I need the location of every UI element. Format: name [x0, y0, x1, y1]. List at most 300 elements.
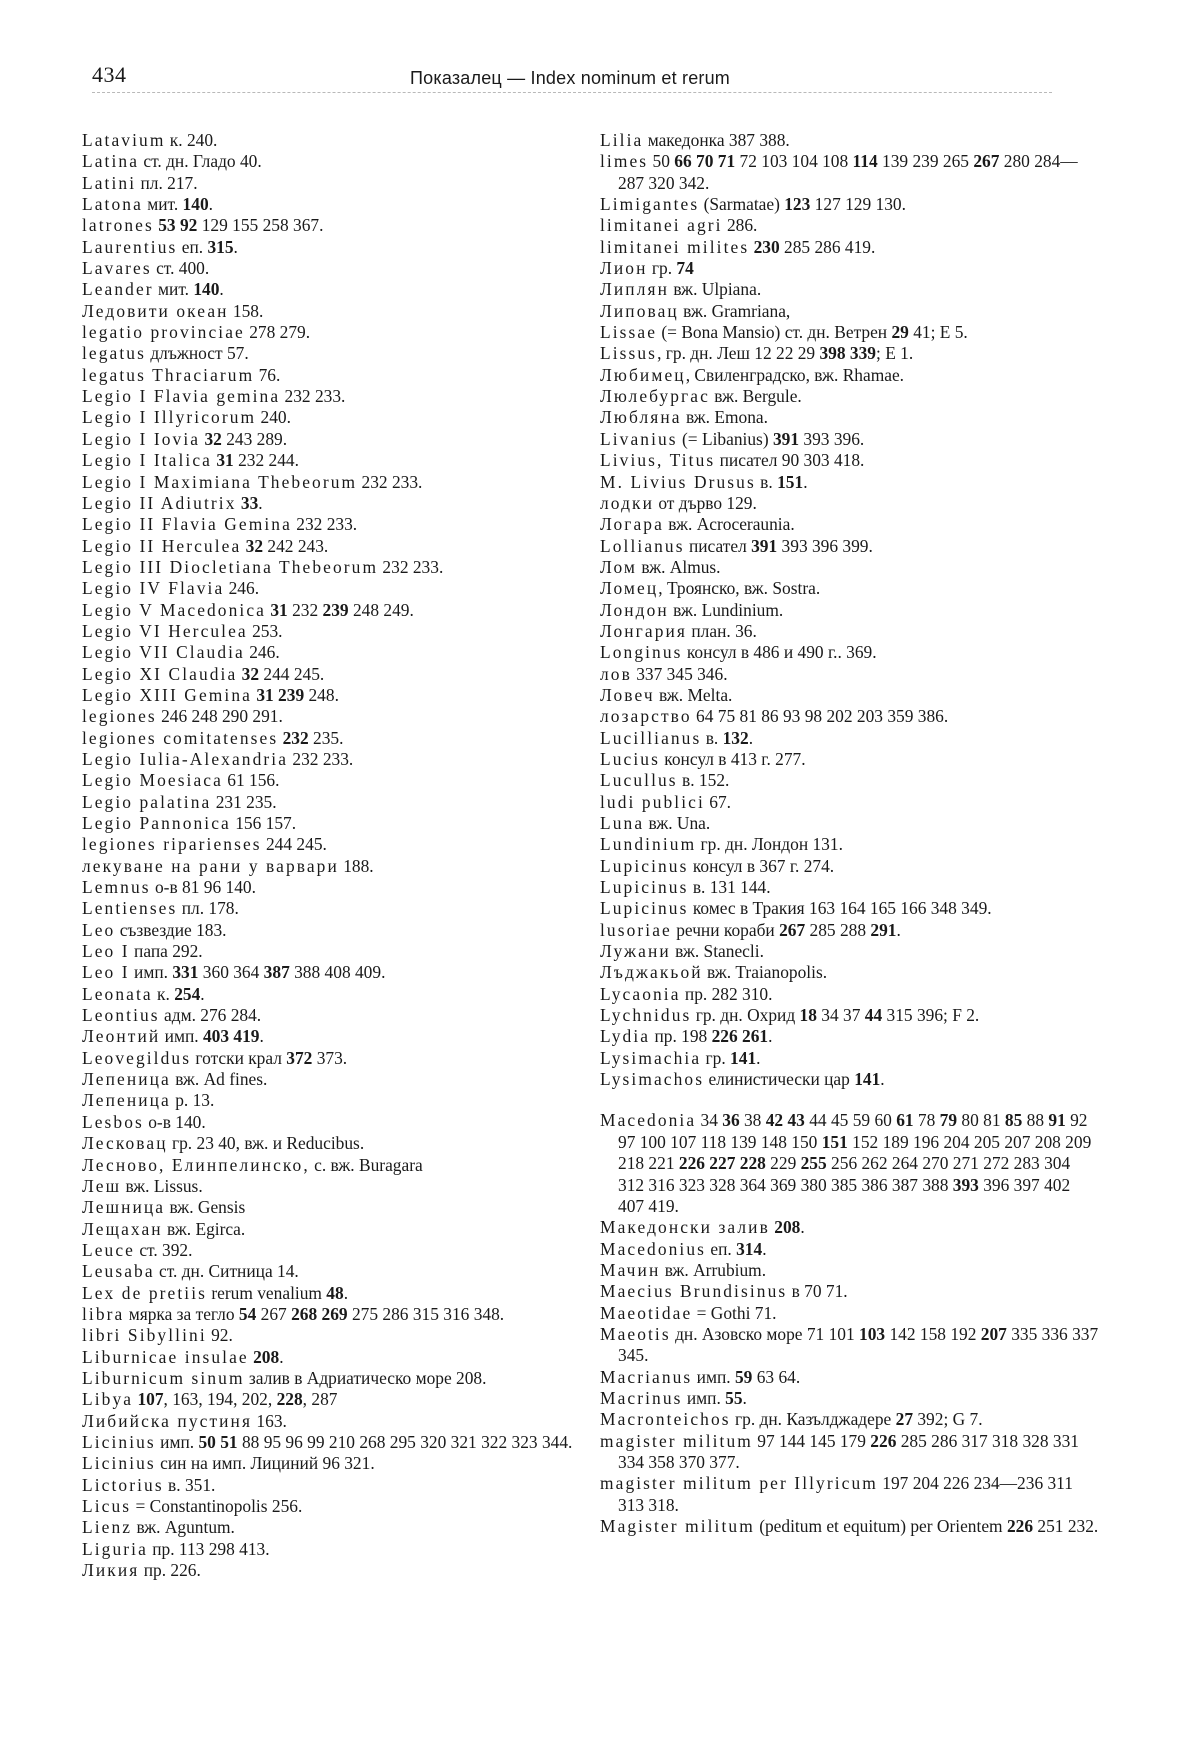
entry-text: 240. — [256, 407, 291, 428]
index-entry — [600, 1217, 1100, 1238]
page-ref-bold: 27 — [895, 1409, 914, 1430]
page-ref-bold: 268 269 — [291, 1303, 348, 1324]
entry-text: 393 396 399. — [777, 535, 873, 556]
index-entry — [82, 429, 582, 450]
entry-text: ; E 1. — [876, 343, 914, 364]
index-entry — [600, 1110, 1100, 1217]
index-entry — [600, 322, 1100, 343]
index-lemma: Ликия — [82, 1560, 140, 1581]
index-lemma: Legio Pannonica — [82, 813, 231, 833]
index-lemma: Longinus — [600, 642, 683, 663]
page-ref-bold: 232 — [282, 727, 309, 748]
entry-text: 158. — [228, 300, 264, 321]
index-lemma: Лонгария — [600, 620, 688, 641]
entry-text: писател 90 303 418. — [715, 450, 865, 471]
entry-text: = Constantinopolis 256. — [131, 1496, 303, 1516]
index-lemma: legiones comitatenses — [82, 727, 279, 748]
index-lemma: legatus — [82, 343, 146, 364]
page-ref-bold: 44 — [864, 1005, 883, 1026]
index-entry — [82, 557, 582, 578]
index-lemma: Leo I — [82, 941, 130, 962]
index-lemma: Lupicinus — [600, 877, 689, 898]
index-lemma: Лещахан — [82, 1218, 163, 1239]
entry-text: вж. Melta. — [654, 684, 733, 705]
index-lemma: limitanei milites — [600, 236, 750, 257]
index-lemma: Lienz — [82, 1517, 133, 1538]
entry-text: 163. — [252, 1410, 287, 1431]
index-entry — [82, 1155, 582, 1176]
entry-text: гр. 23 40, вж. и Reducibus. — [167, 1133, 365, 1154]
entry-text: консул в 367 г. 274. — [688, 855, 835, 876]
index-lemma: Люлебургас — [600, 386, 710, 407]
entry-text: (= Bona Mansio) ст. дн. Ветрен — [657, 322, 892, 343]
entry-text: речни кораби — [671, 919, 780, 940]
entry-text: гр. — [647, 258, 677, 279]
page-ref-bold: 267 — [779, 919, 806, 940]
index-entry — [600, 685, 1100, 706]
entry-text: 251 232. — [1033, 1516, 1099, 1536]
entry-text: rerum venalium — [207, 1282, 327, 1303]
entry-text: 61 156. — [222, 770, 280, 791]
index-entry — [82, 728, 582, 749]
entry-text: ст. 400. — [151, 258, 210, 279]
page-ref-bold: 403 419 — [202, 1026, 260, 1047]
entry-text: консул в 486 и 490 г.. 369. — [682, 642, 877, 663]
entry-text: план. 36. — [687, 620, 757, 641]
entry-text: р. 13. — [170, 1090, 215, 1111]
index-entry — [600, 343, 1100, 364]
index-entry — [600, 1005, 1100, 1026]
entry-text: 373. — [312, 1047, 348, 1068]
index-entry — [600, 450, 1100, 471]
entry-text: вж. Una. — [644, 813, 711, 833]
page-ref-bold: 387 — [263, 962, 290, 983]
entry-text: 285 288 — [805, 919, 871, 940]
index-entry — [82, 365, 582, 386]
index-lemma: Ледовити океан — [82, 300, 229, 321]
entry-text: пл. 217. — [136, 172, 198, 193]
entry-text: пр. 113 298 413. — [147, 1538, 270, 1559]
entry-text: от дърво 129. — [653, 492, 757, 513]
index-entry — [82, 215, 582, 236]
index-lemma: magister militum — [600, 1430, 753, 1451]
index-lemma: Liguria — [82, 1538, 148, 1559]
index-lemma: Leo I — [82, 962, 130, 983]
entry-text: 232 233. — [291, 514, 358, 535]
entry-text: о-в 140. — [143, 1111, 206, 1132]
entry-text: вж. Gramriana, — [678, 300, 791, 321]
index-entry — [82, 920, 582, 941]
entry-text: , 163, 194, 202, — [163, 1389, 277, 1410]
index-entry — [600, 215, 1100, 236]
index-entry — [82, 792, 582, 813]
entry-text: . — [880, 1069, 885, 1090]
entry-text: 275 286 315 316 348. — [347, 1303, 505, 1324]
index-entry — [600, 1431, 1100, 1474]
entry-text: . — [768, 1026, 773, 1047]
index-lemma: Macedonius — [600, 1238, 707, 1259]
entry-text: вж. Lissus. — [121, 1175, 203, 1196]
entry-text: пр. 226. — [139, 1560, 201, 1581]
index-lemma: Lycaonia — [600, 983, 681, 1004]
index-entry — [600, 1281, 1100, 1302]
entry-text: 44 45 59 60 — [804, 1110, 897, 1131]
entry-text: 92. — [206, 1325, 233, 1346]
index-entry — [82, 1176, 582, 1197]
index-lemma: Legio II Herculea — [82, 535, 242, 556]
index-entry — [82, 237, 582, 258]
index-lemma: Lundinium — [600, 834, 697, 855]
entry-text: 34 37 — [816, 1005, 865, 1026]
index-entry — [82, 770, 582, 791]
index-entry — [82, 856, 582, 877]
index-entry — [600, 642, 1100, 663]
index-entry — [600, 1026, 1100, 1047]
index-entry — [82, 834, 582, 855]
entry-text: 286. — [722, 215, 758, 236]
index-lemma: Limigantes — [600, 194, 700, 215]
index-entry — [600, 1260, 1100, 1281]
index-lemma: limes — [600, 151, 649, 172]
index-entry — [600, 706, 1100, 727]
entry-text: 232 244. — [233, 450, 299, 471]
entry-text: . — [803, 471, 808, 492]
page-ref-bold: 230 — [753, 236, 780, 257]
page-ref-bold: 291 — [870, 919, 897, 940]
index-entry — [82, 1496, 582, 1517]
entry-text: 76. — [254, 364, 281, 385]
index-lemma: Laurentius — [82, 236, 178, 257]
entry-text: гр. дн. Лондон 131. — [696, 834, 843, 855]
entry-text: елинистически цар — [704, 1069, 855, 1090]
index-lemma: Lydia — [600, 1026, 651, 1047]
entry-text: 246. — [244, 642, 280, 663]
entry-text: залив в Адриатическо море 208. — [244, 1367, 487, 1388]
page-ref-bold: 398 339 — [819, 343, 877, 364]
index-lemma: latrones — [82, 215, 154, 236]
index-entry — [600, 984, 1100, 1005]
page-ref-bold: 103 — [859, 1323, 886, 1344]
entry-text: в. — [701, 727, 723, 748]
entry-text: ст. 392. — [134, 1239, 193, 1260]
entry-text: 88 95 96 99 210 268 295 320 321 322 323 344. — [237, 1431, 573, 1452]
index-entry — [600, 877, 1100, 898]
index-lemma: legiones — [82, 706, 157, 727]
index-lemma: magister militum per Illyricum — [600, 1473, 878, 1494]
entry-text: 231 235. — [211, 791, 277, 812]
index-entry — [82, 962, 582, 983]
entry-text: . — [208, 194, 213, 215]
entry-text: гр. дн. Охрид — [691, 1005, 800, 1026]
page-ref-bold: 391 — [772, 428, 800, 449]
index-lemma: Lictorius — [82, 1474, 164, 1495]
entry-text: ст. дн. Гладо 40. — [139, 151, 262, 172]
index-entry — [82, 386, 582, 407]
index-entry — [600, 1048, 1100, 1069]
entry-text: 129 155 258 367. — [197, 215, 324, 236]
entry-text: . — [742, 1387, 747, 1408]
index-entry — [82, 984, 582, 1005]
entry-text: вж. Ad fines. — [170, 1069, 268, 1090]
page-ref-bold: 54 — [238, 1303, 257, 1324]
index-lemma: Livanius — [600, 428, 678, 449]
index-entry — [600, 536, 1100, 557]
index-entry — [600, 386, 1100, 407]
page-ref-bold: 226 227 228 — [678, 1153, 766, 1174]
index-lemma: Macronteichos — [600, 1409, 731, 1430]
page-ref-bold: 32 — [241, 663, 260, 684]
page-ref-bold: 151 — [777, 471, 804, 492]
page-header — [0, 58, 1200, 98]
entry-text: 152 189 196 204 205 207 208 209 218 221 — [618, 1131, 1092, 1174]
entry-text: 80 81 — [957, 1110, 1005, 1131]
entry-text: , гр. дн. Леш 12 22 29 — [657, 343, 820, 364]
entry-text: 242 243. — [263, 535, 329, 556]
page-ref-bold: 140 — [182, 194, 209, 215]
index-lemma: Legio I Flavia gemina — [82, 386, 281, 407]
entry-text: 232 — [287, 599, 323, 620]
index-lemma: Magister militum — [600, 1516, 755, 1536]
entry-text: 248 249. — [348, 599, 414, 620]
entry-text: . — [756, 1047, 761, 1068]
entry-text: . — [259, 1026, 264, 1047]
index-lemma: legatus Thraciarum — [82, 364, 255, 385]
index-entry — [600, 407, 1100, 428]
entry-text: , Свиленградско, вж. Rhamae. — [685, 364, 905, 385]
page-ref-bold: 85 — [1004, 1110, 1023, 1131]
index-lemma: Lex de pretiis — [82, 1282, 208, 1303]
entry-text: вж. Arrubium. — [660, 1259, 767, 1280]
entry-text: папа 292. — [129, 941, 203, 962]
entry-text: в 70 71. — [787, 1281, 848, 1302]
index-lemma: лозарство — [600, 706, 692, 727]
index-entry — [600, 1388, 1100, 1409]
entry-text: в. 351. — [163, 1474, 216, 1495]
index-lemma: Leander — [82, 279, 154, 300]
index-lemma: Leontius — [82, 1005, 160, 1026]
index-lemma: Legio V Macedonica — [82, 599, 266, 620]
index-lemma: Libya — [82, 1389, 134, 1410]
entry-text: 235. — [308, 727, 344, 748]
entry-text: 188. — [338, 855, 374, 876]
entry-text: вж. Aguntum. — [132, 1517, 235, 1538]
page-ref-bold: 59 — [734, 1366, 753, 1387]
index-lemma: Lychnidus — [600, 1005, 692, 1026]
entry-text: 232 233. — [288, 748, 354, 769]
entry-text: писател — [684, 535, 752, 556]
entry-text: 388 408 409. — [289, 962, 386, 983]
index-lemma: Lissus — [600, 343, 658, 364]
index-entry — [82, 301, 582, 322]
index-lemma: Legio Moesiaca — [82, 770, 223, 791]
index-lemma: Lysimachos — [600, 1069, 705, 1090]
index-lemma: Legio XIII Gemina — [82, 684, 252, 705]
index-lemma: Лион — [600, 258, 648, 279]
entry-text: 127 129 130. — [810, 194, 906, 215]
index-lemma: Leonata — [82, 983, 153, 1004]
page-ref-bold: 114 — [852, 151, 878, 172]
entry-text: 50 — [648, 151, 675, 172]
page-ref-bold: 151 — [821, 1131, 848, 1152]
page-ref-bold: 18 — [799, 1005, 817, 1026]
page-ref-bold: 141 — [730, 1047, 757, 1068]
page-ref-bold: 255 — [800, 1153, 827, 1174]
index-entry — [82, 1347, 582, 1368]
entry-text: . — [219, 279, 224, 300]
index-lemma: legatio provinciae — [82, 322, 245, 343]
index-lemma: Ловеч — [600, 684, 655, 705]
entry-text: 285 286 419. — [779, 236, 876, 257]
index-entry — [600, 920, 1100, 941]
index-lemma: Legio Iulia-Alexandria — [82, 748, 289, 769]
entry-text: имп. — [682, 1387, 726, 1408]
page-ref-bold: 239 — [322, 599, 349, 620]
entry-text: (= Libanius) — [677, 428, 773, 449]
index-entry — [82, 407, 582, 428]
entry-text: . — [233, 236, 238, 257]
page-ref-bold: 107 — [137, 1389, 164, 1410]
page-ref-bold: 226 — [870, 1430, 897, 1451]
page-ref-bold: 315 — [207, 236, 234, 257]
entry-text: с. вж. Buragara — [309, 1154, 423, 1175]
index-lemma: Legio palatina — [82, 791, 212, 812]
index-entry — [82, 472, 582, 493]
index-entry — [82, 151, 582, 172]
index-lemma: Лужани — [600, 941, 671, 962]
entry-text: 244 245. — [259, 663, 325, 684]
index-entry — [82, 1069, 582, 1090]
index-entry — [600, 258, 1100, 279]
index-lemma: Лом — [600, 556, 638, 577]
index-entry — [600, 1239, 1100, 1260]
index-entry — [600, 1324, 1100, 1367]
entry-text: вж. Lundinium. — [668, 599, 784, 620]
page-ref-bold: 50 51 — [198, 1431, 238, 1452]
page-ref-bold: 79 — [939, 1110, 958, 1131]
index-entry — [82, 1517, 582, 1538]
entry-text: 232 233. — [280, 386, 346, 407]
index-lemma: Лепеница — [82, 1069, 171, 1090]
index-entry — [600, 301, 1100, 322]
index-lemma: Леш — [82, 1175, 122, 1196]
index-lemma: legiones riparienses — [82, 834, 262, 855]
index-lemma: Maeotidae — [600, 1302, 693, 1323]
index-lemma: Latavium — [82, 130, 166, 150]
page-ref-bold: 53 92 — [158, 215, 198, 236]
index-lemma: Macrinus — [600, 1387, 683, 1408]
entry-text: , Троянско, вж. Sostra. — [658, 578, 821, 599]
entry-text: 64 75 81 86 93 98 202 203 359 386. — [691, 706, 949, 727]
entry-text: 253. — [247, 620, 283, 641]
index-entry — [82, 493, 582, 514]
page-ref-bold: 226 261 — [711, 1026, 769, 1047]
entry-text: 67. — [704, 791, 731, 812]
entry-text: пр. 198 — [650, 1026, 712, 1047]
index-lemma: libri Sibyllini — [82, 1325, 207, 1346]
entry-text: дн. Азовско море 71 101 — [670, 1323, 860, 1344]
index-lemma: Licinius — [82, 1431, 156, 1452]
page-ref-bold: 74 — [676, 258, 694, 279]
entry-text: (Sarmatae) — [699, 194, 785, 215]
index-entry — [82, 1389, 582, 1410]
entry-text: пл. 178. — [177, 898, 239, 919]
entry-text: 63 64. — [752, 1366, 801, 1387]
index-lemma: Lollianus — [600, 535, 685, 556]
index-lemma: Lucullus — [600, 770, 678, 791]
index-lemma: Leusaba — [82, 1261, 155, 1282]
entry-text: 78 — [913, 1110, 940, 1131]
index-lemma: Лондон — [600, 599, 669, 620]
index-entry — [600, 514, 1100, 535]
index-lemma: Ломец — [600, 578, 659, 599]
index-entry — [600, 941, 1100, 962]
index-lemma: Лесковац — [82, 1133, 168, 1154]
index-lemma: Latini — [82, 172, 137, 193]
index-lemma: Macrianus — [600, 1366, 693, 1387]
entry-text: 246 248 290 291. — [156, 706, 283, 727]
entry-text: 97 144 145 179 — [752, 1430, 871, 1451]
index-entry — [82, 813, 582, 834]
index-lemma: Любляна — [600, 407, 682, 428]
entry-text: в. 152. — [677, 770, 730, 791]
index-entry — [600, 856, 1100, 877]
page-ref-bold: 66 70 71 — [674, 151, 736, 172]
index-lemma: Мачин — [600, 1259, 661, 1280]
index-entry — [600, 621, 1100, 642]
index-entry — [82, 1026, 582, 1047]
index-entry — [82, 130, 582, 151]
index-entry — [600, 1303, 1100, 1324]
index-lemma: Legio I Illyricorum — [82, 407, 257, 428]
page-ref-bold: 267 — [973, 151, 1000, 172]
index-lemma: Legio I Italica — [82, 450, 212, 471]
index-lemma: Legio II Flavia Gemina — [82, 514, 292, 535]
entry-text: 248. — [304, 684, 339, 705]
index-lemma: Licinius — [82, 1453, 156, 1474]
entry-text: вж. Stanecli. — [670, 941, 764, 962]
index-entry — [82, 600, 582, 621]
entry-text: (peditum et equitum) per Orientem — [754, 1516, 1007, 1536]
entry-text: 393 396. — [799, 428, 865, 449]
index-lemma: Lilia — [600, 130, 644, 150]
index-column-right — [600, 130, 1100, 1537]
page-ref-bold: 91 — [1048, 1110, 1066, 1131]
index-entry — [82, 1475, 582, 1496]
index-entry — [82, 1048, 582, 1069]
entry-text: 360 364 — [198, 962, 264, 983]
index-entry — [82, 194, 582, 215]
entry-text: = Gothi 71. — [692, 1302, 777, 1323]
index-lemma: Leovegildus — [82, 1047, 192, 1068]
page-ref-bold: 207 — [980, 1323, 1007, 1344]
index-lemma: Lentienses — [82, 898, 178, 919]
index-entry — [82, 343, 582, 364]
entry-text: . — [343, 1282, 349, 1303]
entry-text: 315 396; F 2. — [882, 1005, 980, 1026]
entry-text: мит. — [153, 279, 194, 300]
entry-text: имп. — [129, 962, 173, 983]
index-entry — [82, 621, 582, 642]
entry-text: 139 239 265 — [877, 151, 974, 172]
page-ref-bold: 372 — [286, 1047, 313, 1068]
index-lemma: Lupicinus — [600, 898, 689, 919]
index-entry — [82, 642, 582, 663]
index-entry — [82, 1304, 582, 1325]
entry-text: 392; G 7. — [913, 1409, 983, 1430]
entry-text: . — [258, 492, 263, 513]
index-entry — [82, 450, 582, 471]
index-entry — [82, 1090, 582, 1111]
